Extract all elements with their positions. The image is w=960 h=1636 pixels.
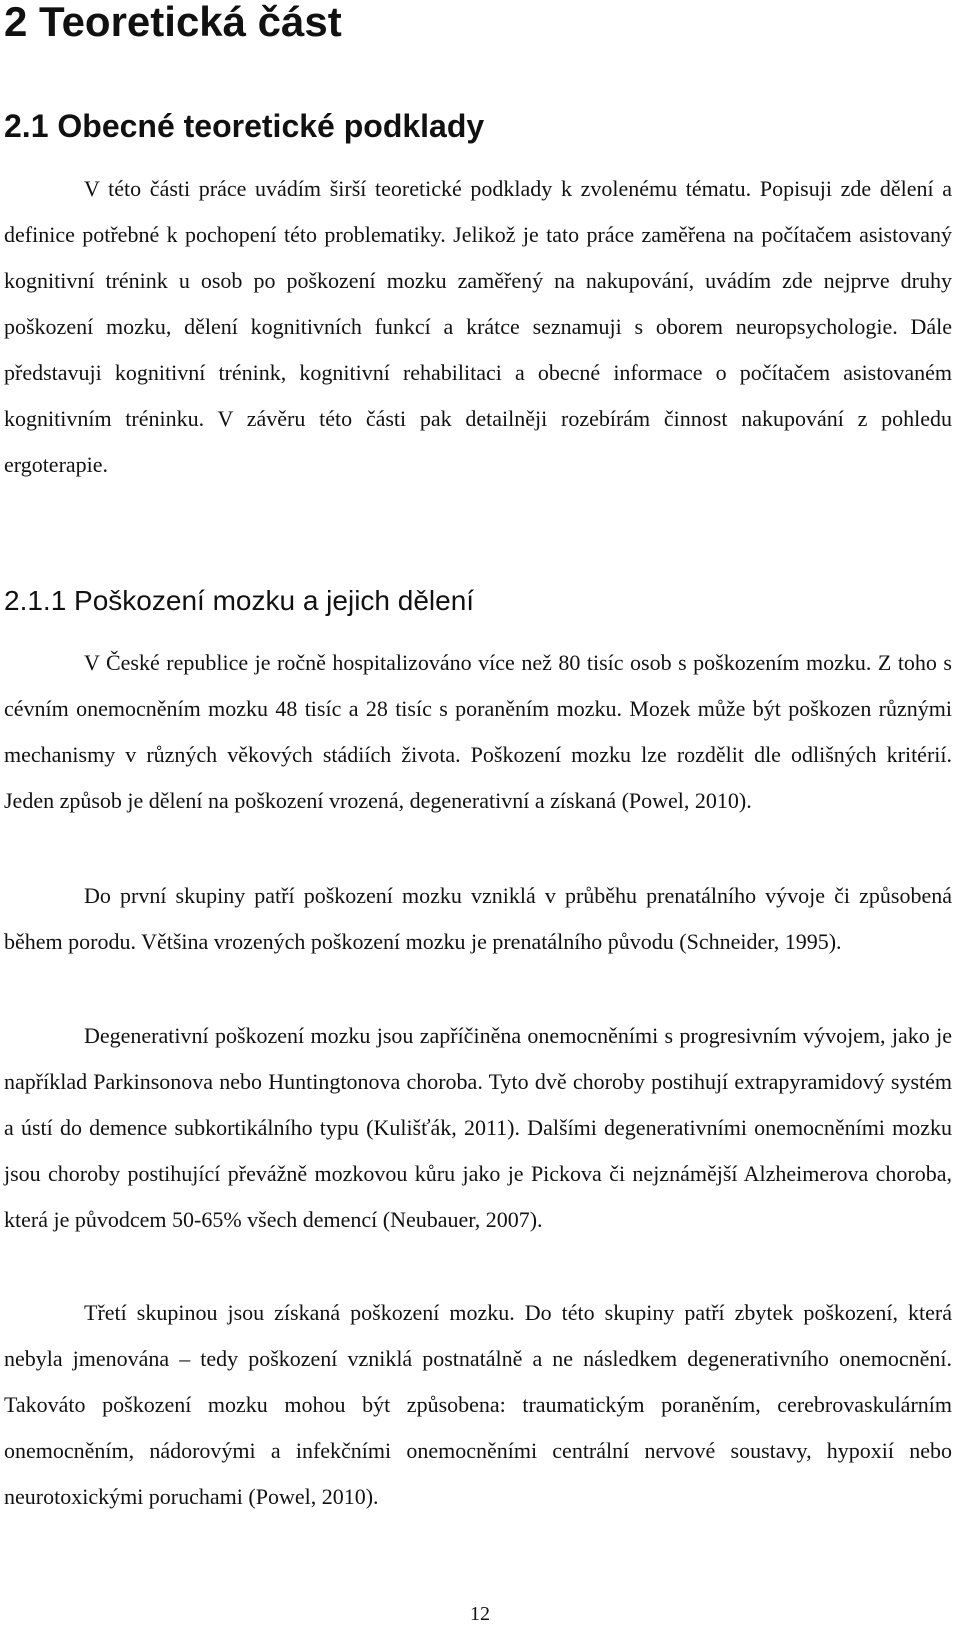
body-paragraph: Třetí skupinou jsou získaná poškození mozku. Do této skupiny patří zbytek poškození, která nebyla jmenována – tedy poškození vzniklá postnatálně a ne následkem degenerativního onemocnění. Takováto poškození mozku mohou být způsobena: traumatickým poraněním, cerebrovaskulárním onemocněním, nádorovými a infekčními onemocněními centrální nervové soustavy, hypoxií nebo neurotoxickými poruchami (Powel, 2010). xyxy=(4,1300,952,1509)
page-number: 12 xyxy=(470,1603,490,1625)
body-paragraph: V České republice je ročně hospitalizováno více než 80 tisíc osob s poškozením mozku. Z toho s cévním onemocněním mozku 48 tisíc a 28 tisíc s poraněním mozku. Mozek může být poškozen různými mechanismy v různých věkových stádiích života. Poškození mozku lze rozdělit dle odlišných kritérií. Jeden způsob je dělení na poškození vrozená, degenerativní a získaná (Powel, 2010). xyxy=(4,650,952,813)
section-heading: 2.1 Obecné teoretické podklady xyxy=(4,108,485,144)
chapter-heading: 2 Teoretická část xyxy=(4,0,342,45)
subsection-heading: 2.1.1 Poškození mozku a jejich dělení xyxy=(4,585,475,616)
document-page xyxy=(4,0,952,1509)
body-paragraph: Degenerativní poškození mozku jsou zapříčiněna onemocněními s progresivním vývojem, jako je například Parkinsonova nebo Huntingtonova choroba. Tyto dvě choroby postihují extrapyramidový systém a ústí do demence subkortikálního typu (Kulišťák, 2011). Dalšími degenerativními onemocněními mozku jsou choroby postihující převážně mozkovou kůru jako je Pickova či nejznámější Alzheimerova choroba, která je původcem 50-65% všech demencí (Neubauer, 2007). xyxy=(4,1023,952,1232)
section-intro-paragraph: V této části práce uvádím širší teoretické podklady k zvolenému tématu. Popisuji zde dělení a definice potřebné k pochopení této problematiky. Jelikož je tato práce zaměřena na počítačem asistovaný kognitivní trénink u osob po poškození mozku zaměřený na nakupování, uvádím zde nejprve druhy poškození mozku, dělení kognitivních funkcí a krátce seznamuji s oborem neuropsychologie. Dále představuji kognitivní trénink, kognitivní rehabilitaci a obecné informace o počítačem asistovaném kognitivním tréninku. V závěru této části pak detailněji rozebírám činnost nakupování z pohledu ergoterapie. xyxy=(4,176,952,477)
body-paragraph: Do první skupiny patří poškození mozku vzniklá v průběhu prenatálního vývoje či způsobená během porodu. Většina vrozených poškození mozku je prenatálního původu (Schneider, 1995). xyxy=(4,883,952,954)
